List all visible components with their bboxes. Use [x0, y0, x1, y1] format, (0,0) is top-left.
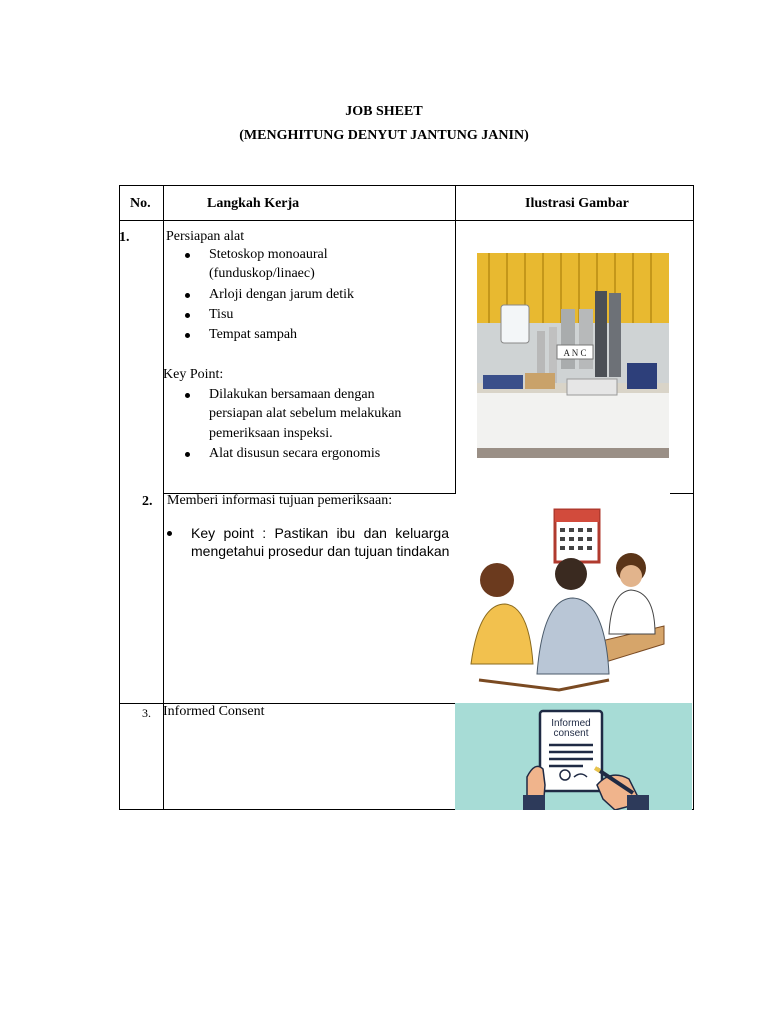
- row1-equipment-list: [185, 245, 328, 265]
- row3-number: 3.: [142, 706, 151, 720]
- header-no: No.: [130, 196, 151, 211]
- consent-title-line2: consent: [553, 728, 589, 739]
- list-item: Dilakukan bersamaan dengan: [185, 385, 375, 405]
- row2-heading: Memberi informasi tujuan pemeriksaan:: [167, 493, 393, 508]
- family-consultation-image: [459, 494, 668, 702]
- row1-separator-right: [670, 493, 694, 494]
- informed-consent-image: [455, 703, 692, 810]
- row3-heading: Informed Consent: [163, 704, 265, 719]
- header-langkah-kerja: Langkah Kerja: [207, 196, 300, 211]
- row1-number: 1.: [119, 230, 130, 245]
- consent-title-line1: Informed: [551, 718, 591, 729]
- equipment-photo-image: [477, 253, 669, 458]
- page-title: JOB SHEET: [345, 104, 423, 119]
- row2-keypoint-list: [167, 523, 449, 543]
- list-item-continuation: (funduskop/linaec): [209, 266, 315, 281]
- list-item: Stetoskop monoaural: [185, 245, 328, 265]
- list-item-continuation: persiapan alat sebelum melakukan: [209, 406, 402, 421]
- row1-equipment-list-2: [185, 285, 354, 345]
- row1-heading: Persiapan alat: [166, 229, 245, 244]
- list-item-continuation: mengetahui prosedur dan tujuan tindakan: [191, 543, 450, 559]
- col-separator-2a: [455, 185, 456, 493]
- row1-keypoint-label: Key Point:: [163, 367, 224, 382]
- tablecloth: [477, 393, 669, 448]
- row2-number: 2.: [142, 494, 153, 509]
- list-item-continuation: pemeriksaan inspeksi.: [209, 426, 333, 441]
- header-separator: [119, 220, 694, 221]
- list-item: Tempat sampah: [185, 325, 354, 345]
- list-item: Arloji dengan jarum detik: [185, 285, 354, 305]
- table-border-left: [119, 185, 120, 810]
- anc-label: A N C: [563, 348, 587, 358]
- page-subtitle: (MENGHITUNG DENYUT JANTUNG JANIN): [239, 128, 529, 143]
- table-border-right: [693, 185, 694, 810]
- row1-keypoint-list: [185, 385, 375, 405]
- row1-keypoint-list-2: [185, 444, 380, 464]
- table-border-top: [119, 185, 694, 186]
- header-ilustrasi: Ilustrasi Gambar: [525, 196, 629, 211]
- list-item: Alat disusun secara ergonomis: [185, 444, 380, 464]
- list-item: Tisu: [185, 305, 354, 325]
- list-item: [167, 523, 449, 543]
- list-item-line: Key point : Pastikan ibu dan keluarga: [191, 525, 449, 541]
